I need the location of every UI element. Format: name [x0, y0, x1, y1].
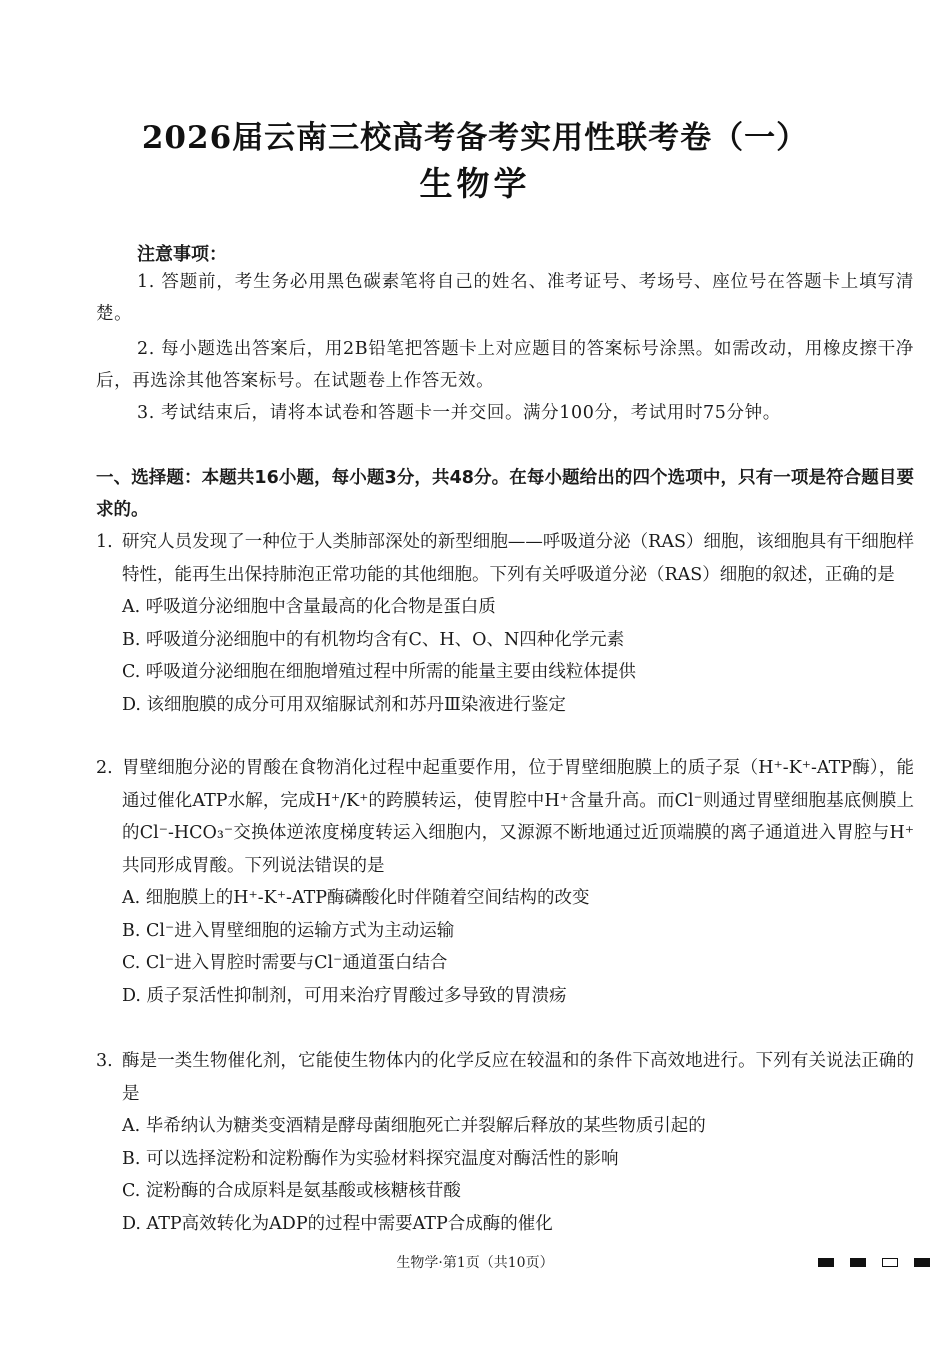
option-c: C. 呼吸道分泌细胞在细胞增殖过程中所需的能量主要由线粒体提供	[122, 662, 636, 682]
question-text: 酶是一类生物催化剂，它能使生物体内的化学反应在较温和的条件下高效地进行。下列有关说法正确的是	[122, 1051, 914, 1104]
notice-item: 1. 答题前，考生务必用黑色碳素笔将自己的姓名、准考证号、考场号、座位号在答题卡上填写清楚。	[96, 272, 914, 324]
notice-heading: 注意事项：	[137, 244, 227, 265]
subject-title: 生物学	[419, 164, 531, 203]
question-text: 胃壁细胞分泌的胃酸在食物消化过程中起重要作用，位于胃壁细胞膜上的质子泵（H⁺-K⁺-ATP酶），能通过催化ATP水解，完成H⁺/K⁺的跨膜转运，使胃腔中H⁺含量升高。而Cl⁻则通过胃壁细胞基底侧膜上的Cl⁻-HCO₃⁻交换体逆浓度梯度转运入细胞内，又源源不断地通过近顶端膜的离子通道进入胃腔与H⁺共同形成胃酸。下列说法错误的是	[122, 758, 914, 876]
option-c: C. 淀粉酶的合成原料是氨基酸或核糖核苷酸	[122, 1181, 461, 1201]
option-d: D. 该细胞膜的成分可用双缩脲试剂和苏丹Ⅲ染液进行鉴定	[122, 694, 566, 715]
option-b: B. 可以选择淀粉和淀粉酶作为实验材料探究温度对酶活性的影响	[122, 1148, 619, 1169]
question-stem	[96, 1045, 914, 1110]
page-footer: 生物学·第1页（共10页）	[396, 1255, 554, 1271]
option-a: A. 呼吸道分泌细胞中含量最高的化合物是蛋白质	[122, 597, 496, 617]
question-number: 3.	[96, 1051, 113, 1071]
filled-block-mark	[850, 1258, 866, 1267]
question-text: 研究人员发现了一种位于人类肺部深处的新型细胞——呼吸道分泌（RAS）细胞，该细胞具有干细胞样特性，能再生出保持肺泡正常功能的其他细胞。下列有关呼吸道分泌（RAS）细胞的叙述，正确的是	[122, 532, 914, 585]
option-d: D. ATP高效转化为ADP的过程中需要ATP合成酶的催化	[122, 1213, 553, 1234]
option-a: A. 细胞膜上的H⁺-K⁺-ATP酶磷酸化时伴随着空间结构的改变	[122, 888, 590, 908]
registration-marks	[818, 1258, 930, 1267]
question-number: 2.	[96, 758, 113, 778]
section-heading: 一、选择题：本题共16小题，每小题3分，共48分。在每小题给出的四个选项中，只有一项是符合题目要求的。	[96, 468, 914, 520]
question-stem	[96, 526, 914, 591]
notice-item: 3. 考试结束后，请将本试卷和答题卡一并交回。满分100分，考试用时75分钟。	[137, 403, 781, 423]
filled-block-mark	[914, 1258, 930, 1267]
question-stem	[96, 752, 914, 882]
question-number: 1.	[96, 532, 113, 552]
option-d: D. 质子泵活性抑制剂，可用来治疗胃酸过多导致的胃溃疡	[122, 985, 567, 1006]
option-c: C. Cl⁻进入胃腔时需要与Cl⁻通道蛋白结合	[122, 953, 448, 973]
question-2	[96, 752, 914, 1012]
option-b: B. 呼吸道分泌细胞中的有机物均含有C、H、O、N四种化学元素	[122, 629, 625, 650]
question-3	[96, 1045, 914, 1240]
notice-item: 2. 每小题选出答案后，用2B铅笔把答题卡上对应题目的答案标号涂黑。如需改动，用橡皮擦干净后，再选涂其他答案标号。在试题卷上作答无效。	[96, 339, 914, 391]
hollow-block-mark	[882, 1258, 898, 1267]
question-1	[96, 526, 914, 721]
filled-block-mark	[818, 1258, 834, 1267]
option-b: B. Cl⁻进入胃壁细胞的运输方式为主动运输	[122, 920, 455, 941]
option-a: A. 毕希纳认为糖类变酒精是酵母菌细胞死亡并裂解后释放的某些物质引起的	[122, 1116, 706, 1136]
exam-title: 2026届云南三校高考备考实用性联考卷（一）	[141, 120, 809, 156]
